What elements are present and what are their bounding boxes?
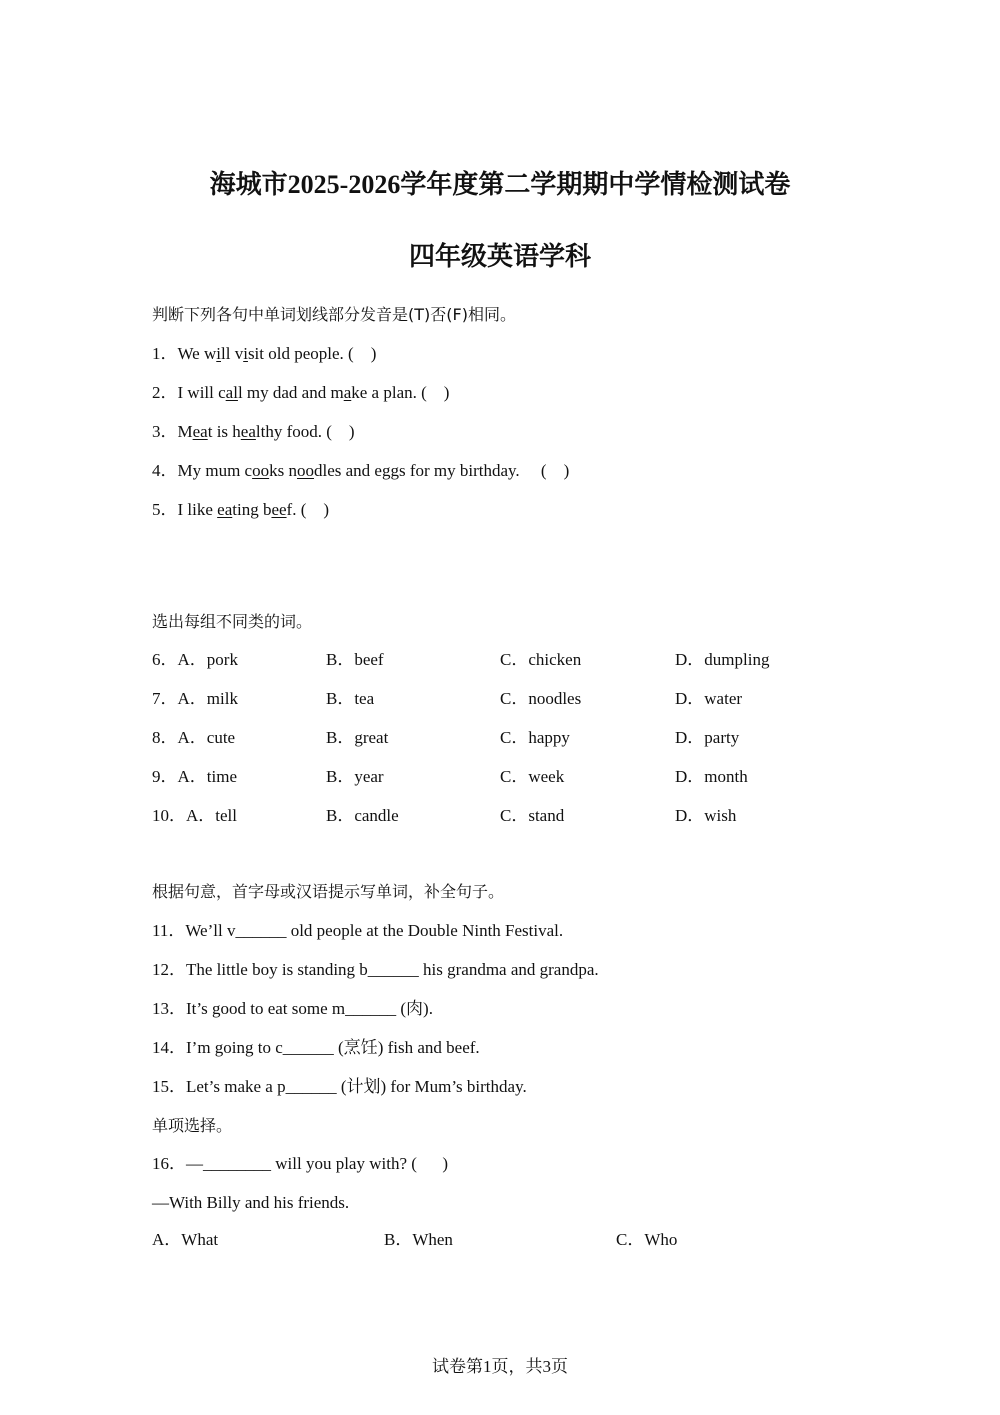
option-b: B．great (326, 728, 389, 747)
option-a: 8．A．cute (152, 728, 236, 747)
question-11: 11．We’ll v______ old people at the Double Ninth Festival. (152, 921, 564, 940)
section2-instruction: 选出每组不同类的词。 (152, 612, 313, 631)
underlined-sound: oo (252, 461, 270, 480)
option-a: 9．A．time (152, 767, 237, 786)
section3-instruction: 根据句意，首字母或汉语提示写单词，补全句子。 (152, 882, 505, 901)
option-c: C．stand (500, 806, 565, 825)
option-c: C．happy (500, 728, 570, 747)
question-14: 14．I’m going to c______ (烹饪) fish and beef. (152, 1038, 480, 1057)
question-4: 4．My mum cooks noodles and eggs for my birthday. ( ) (152, 461, 570, 480)
option-c: C．Who (616, 1230, 678, 1249)
underlined-sound: i (216, 344, 221, 363)
option-a: 10．A．tell (152, 806, 237, 825)
exam-title: 海城市2025-2026学年度第二学期期中学情检测试卷 (209, 170, 791, 199)
exam-subtitle: 四年级英语学科 (408, 242, 591, 271)
underlined-sound: oo (296, 461, 314, 480)
option-b: B．tea (326, 689, 375, 708)
option-d: D．wish (675, 806, 737, 825)
question-1: 1．We will visit old people. ( ) (152, 344, 377, 363)
option-b: B．beef (326, 650, 384, 669)
underlined-sound: ea (240, 422, 256, 441)
underlined-sound: al (225, 383, 238, 402)
question-16-reply: —With Billy and his friends. (152, 1193, 350, 1212)
option-a: 6．A．pork (152, 650, 238, 669)
option-b: B．year (326, 767, 384, 786)
underlined-sound: a (343, 383, 352, 402)
option-d: D．water (675, 689, 743, 708)
underlined-sound: ee (271, 500, 287, 519)
option-c: C．chicken (500, 650, 582, 669)
option-d: D．dumpling (675, 650, 770, 669)
option-a: 7．A．milk (152, 689, 238, 708)
option-d: D．month (675, 767, 748, 786)
option-b: B．When (384, 1230, 453, 1249)
option-d: D．party (675, 728, 740, 747)
option-b: B．candle (326, 806, 399, 825)
option-a: A．What (152, 1230, 219, 1249)
page-footer: 试卷第1页，共3页 (432, 1357, 568, 1376)
question-3: 3．Meat is healthy food. ( ) (152, 422, 355, 441)
underlined-sound: ea (192, 422, 208, 441)
option-c: C．week (500, 767, 565, 786)
question-16: 16．—________ will you play with? ( ) (152, 1154, 449, 1173)
question-2: 2．I will call my dad and make a plan. ( ) (152, 383, 450, 402)
question-12: 12．The little boy is standing b______ his grandma and grandpa. (152, 960, 599, 979)
section1-instruction: 判断下列各句中单词划线部分发音是(T)否(F)相同。 (152, 305, 516, 324)
underlined-sound: ea (217, 500, 233, 519)
section4-instruction: 单项选择。 (152, 1116, 233, 1135)
underlined-sound: i (243, 344, 248, 363)
question-5: 5．I like eating beef. ( ) (152, 500, 330, 519)
option-c: C．noodles (500, 689, 582, 708)
question-15: 15．Let’s make a p______ (计划) for Mum’s birthday. (152, 1077, 527, 1096)
question-13: 13．It’s good to eat some m______ (肉). (152, 999, 433, 1018)
